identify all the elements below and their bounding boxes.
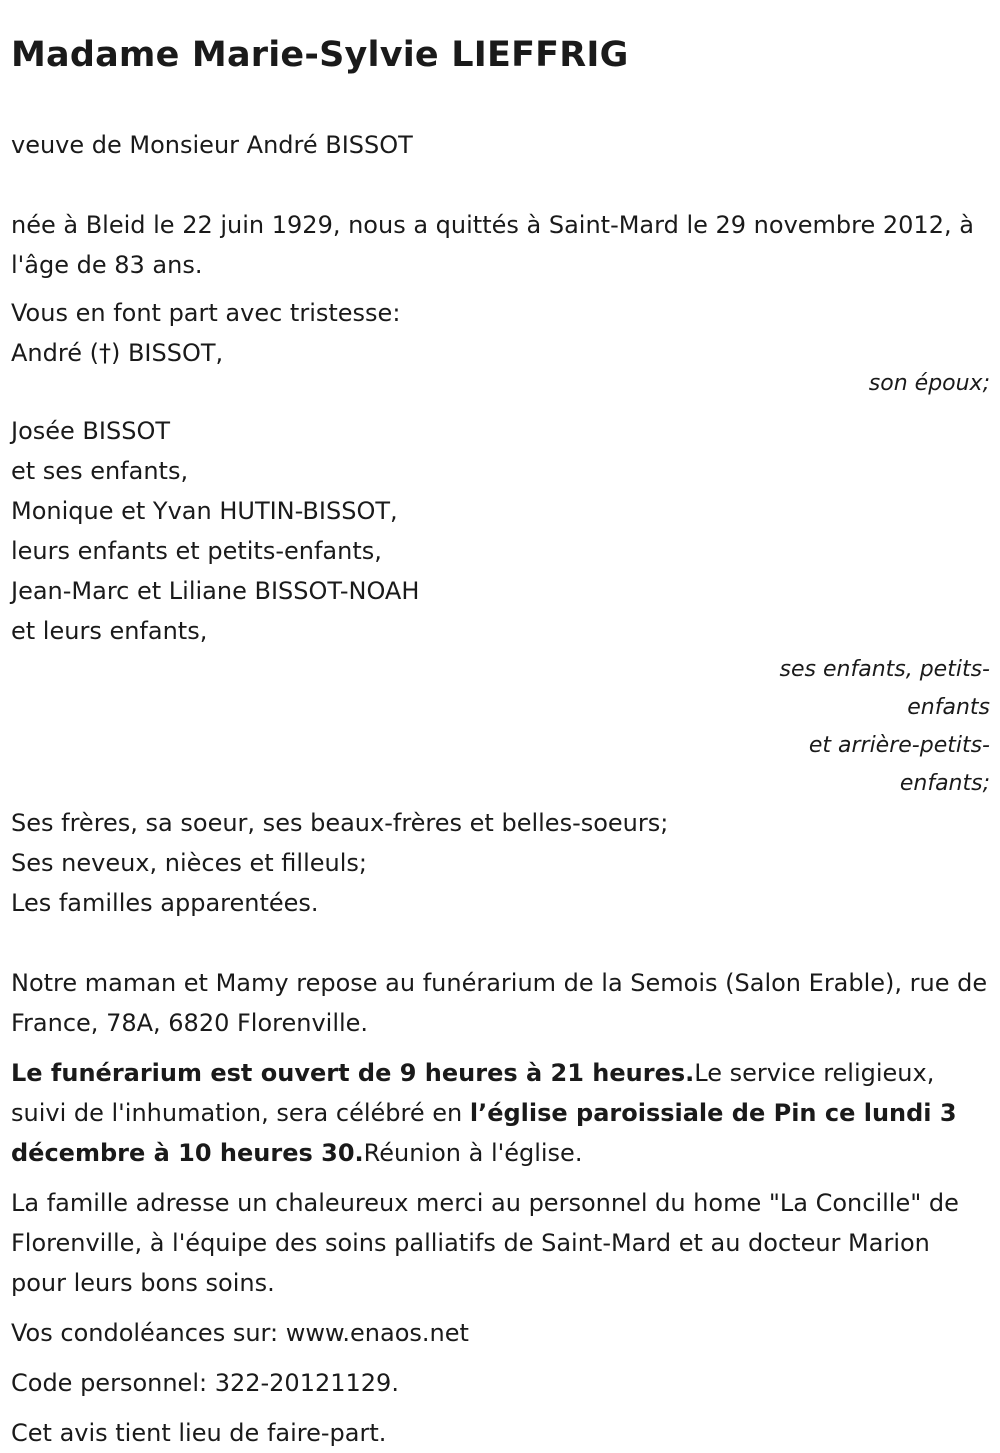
children-list: [11, 411, 990, 651]
children-relation-line2: et arrière-petits-enfants;: [808, 733, 990, 796]
children-relation: [740, 651, 990, 803]
birth-death-paragraph: née à Bleid le 22 juin 1929, nous a quittés à Saint-Mard le 29 novembre 2012, à l'âge de 83 ans.: [11, 211, 974, 279]
condolences-line: Vos condoléances sur: www.enaos.net: [11, 1319, 469, 1347]
spouse-name: André (†) BISSOT,: [11, 339, 224, 367]
children-line: leurs enfants et petits-enfants,: [11, 537, 382, 565]
repose-paragraph: Notre maman et Mamy repose au funérarium de la Semois (Salon Erable), rue de France, 78A, 6820 Florenville.: [11, 969, 988, 1037]
service-paragraph: [11, 1053, 990, 1173]
funerarium-hours: Le funérarium est ouvert de 9 heures à 21 heures.: [11, 1059, 695, 1087]
service-text: Le service religieux, suivi de l'inhumation, sera célébré en: [11, 1059, 935, 1127]
page-title: Madame Marie-Sylvie LIEFFRIG: [11, 35, 629, 75]
personal-code: Code personnel: 322-20121129.: [11, 1369, 399, 1397]
others-line: Ses neveux, nièces et filleuls;: [11, 849, 367, 877]
church-details: l’église paroissiale de Pin ce lundi 3 décembre à 10 heures 30.: [11, 1099, 957, 1167]
children-line: Monique et Yvan HUTIN-BISSOT,: [11, 497, 398, 525]
thanks-paragraph: La famille adresse un chaleureux merci au personnel du home "La Concille" de Florenville, à l'équipe des soins palliatifs de Saint-Mard et au docteur Marion pour leurs bons soins.: [11, 1189, 959, 1297]
children-line: et ses enfants,: [11, 457, 189, 485]
children-line: et leurs enfants,: [11, 617, 208, 645]
spouse-relation: son époux;: [868, 371, 990, 396]
children-line: Jean-Marc et Liliane BISSOT-NOAH: [11, 577, 420, 605]
children-line: Josée BISSOT: [11, 417, 170, 445]
closing-line: Cet avis tient lieu de faire-part.: [11, 1419, 387, 1447]
reunion-text: Réunion à l'église.: [363, 1139, 583, 1167]
others-list: [11, 803, 990, 923]
widow-of-line: veuve de Monsieur André BISSOT: [11, 131, 413, 159]
others-line: Ses frères, sa soeur, ses beaux-frères et belles-soeurs;: [11, 809, 669, 837]
children-relation-line1: ses enfants, petits-enfants: [779, 657, 990, 720]
announcement-intro: Vous en font part avec tristesse:: [11, 299, 401, 327]
others-line: Les familles apparentées.: [11, 889, 319, 917]
